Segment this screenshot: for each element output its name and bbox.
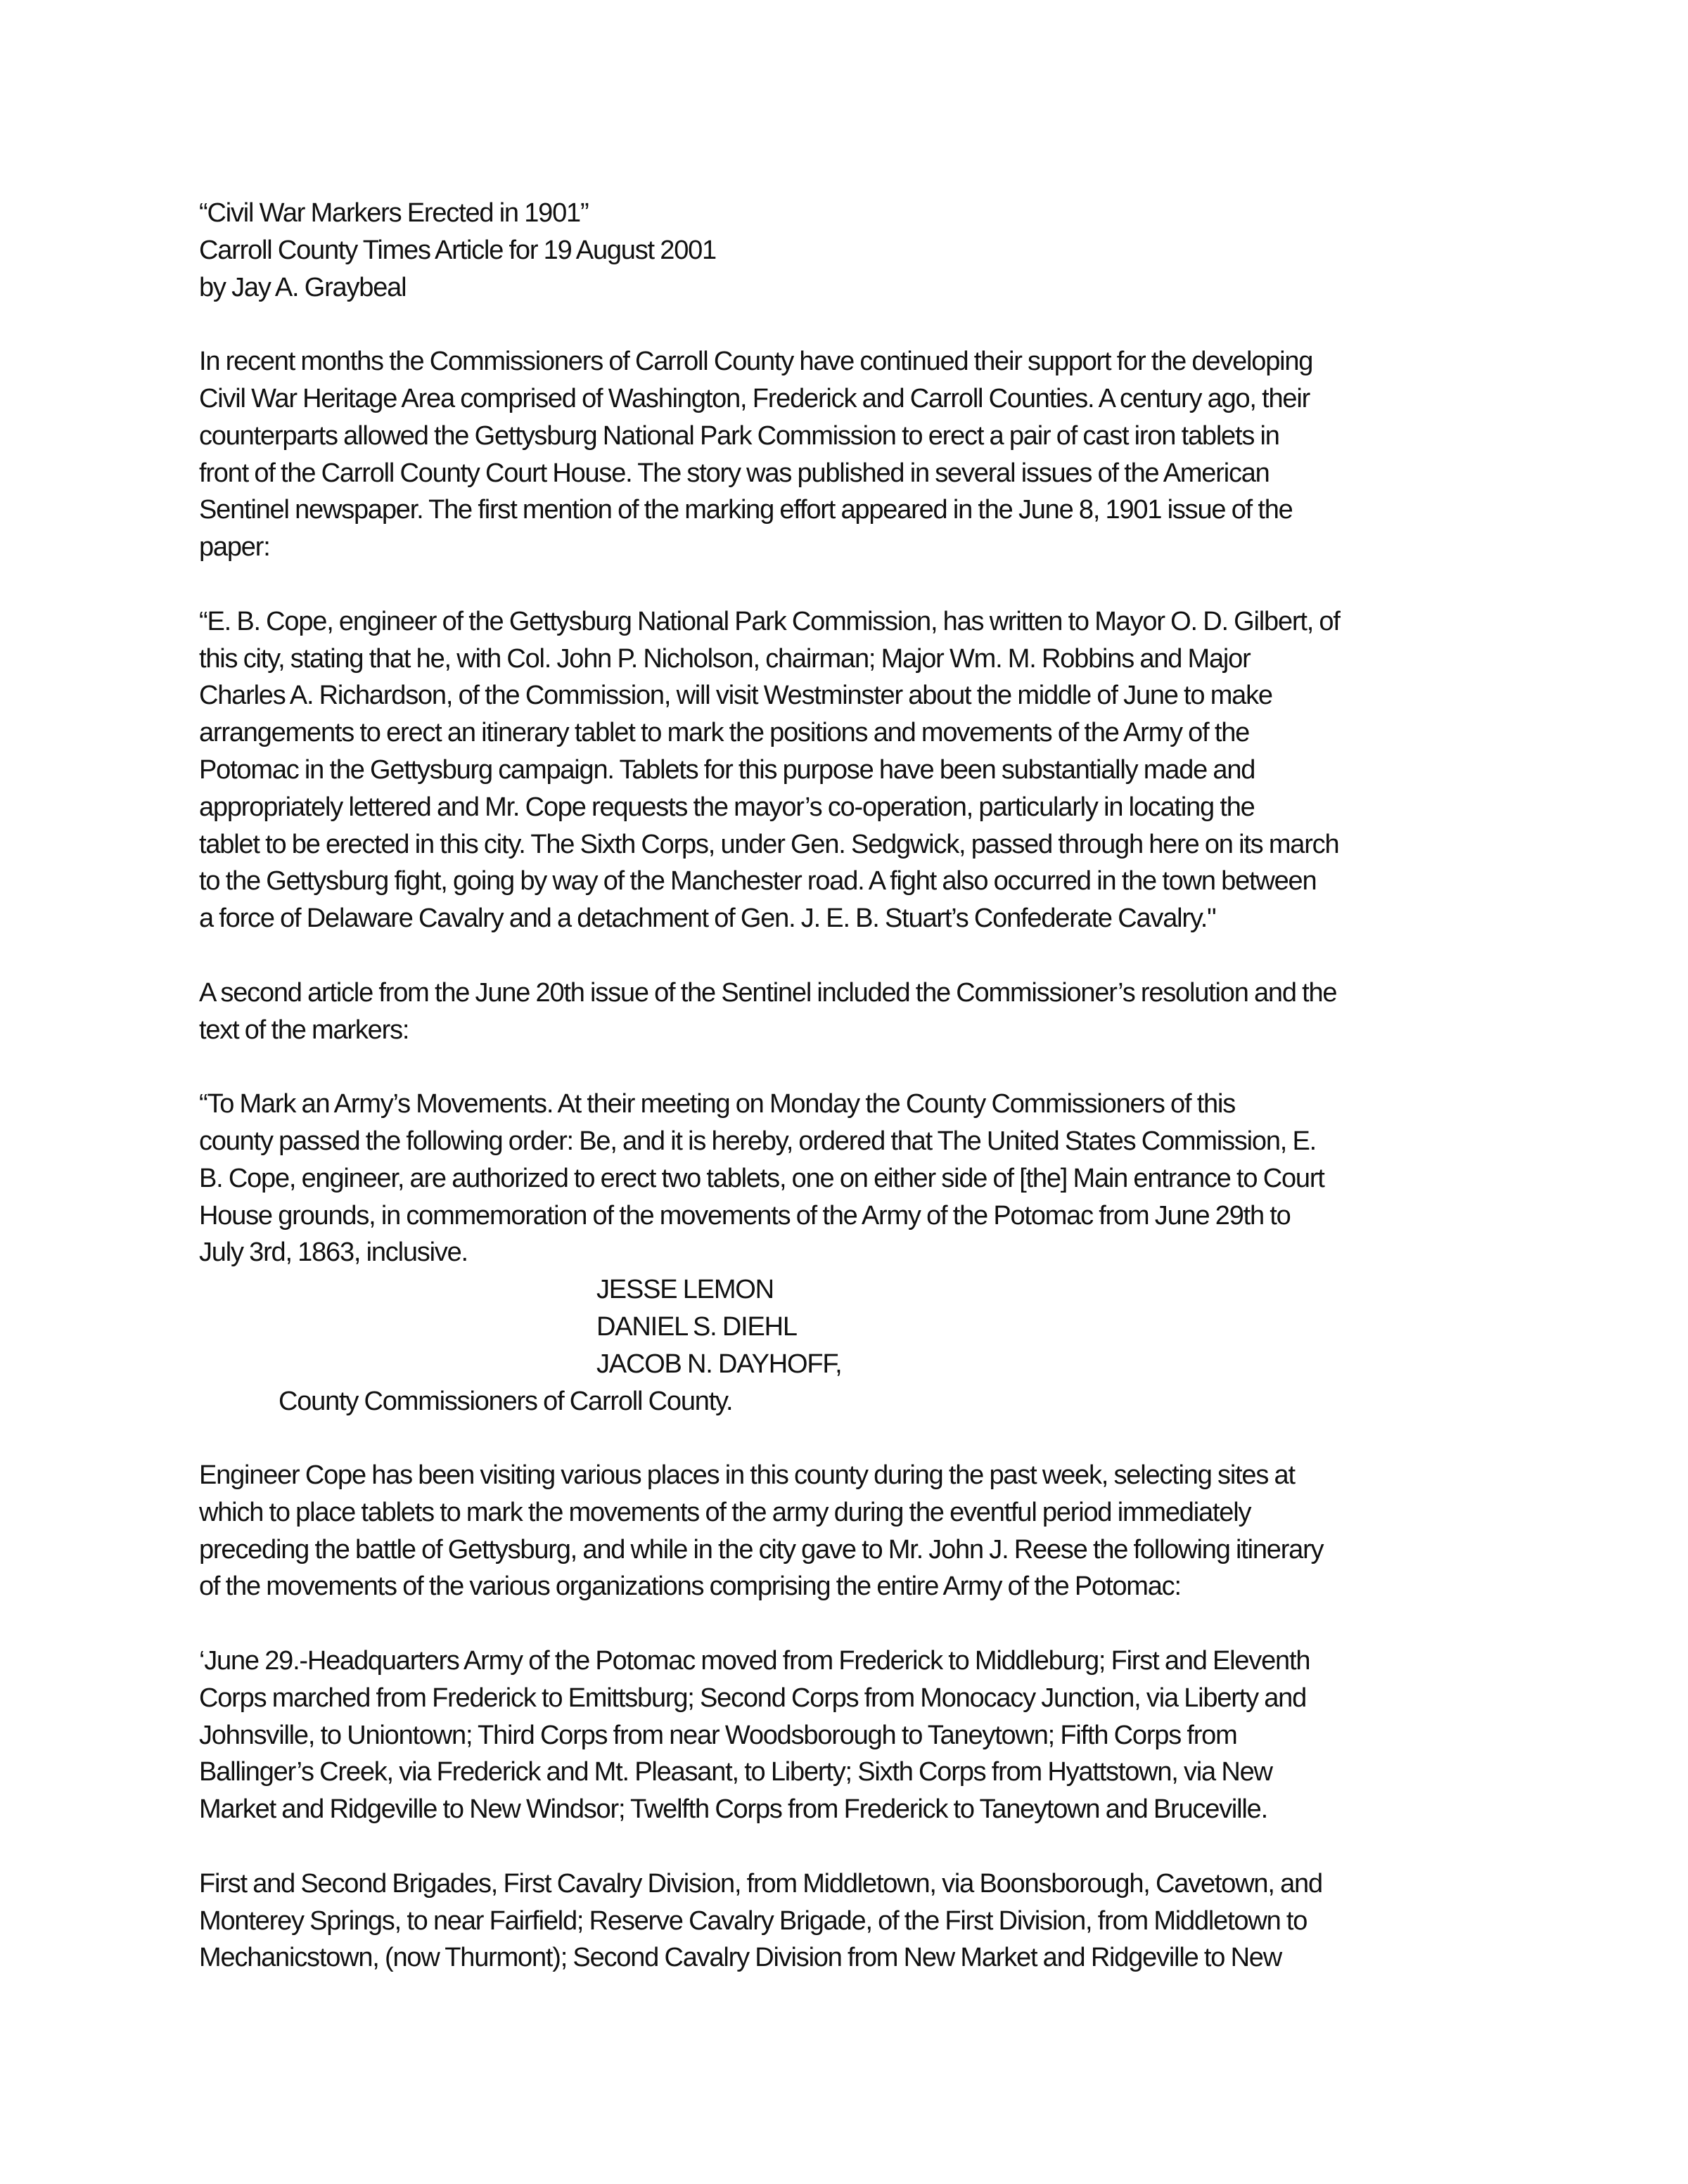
text-line: this city, stating that he, with Col. John P. Nicholson, chairman; Major Wm. M. Robbins and Major (199, 643, 1251, 674)
text-line: In recent months the Commissioners of Carroll County have continued their support for the developing (199, 347, 1313, 377)
text-line: Civil War Heritage Area comprised of Washington, Frederick and Carroll Counties. A century ago, their (199, 383, 1310, 413)
text-line: “To Mark an Army’s Movements. At their meeting on Monday the County Commissioners of this (199, 1089, 1236, 1119)
text-line: ‘June 29.-Headquarters Army of the Potomac moved from Frederick to Middleburg; First and Eleventh (199, 1646, 1310, 1676)
text-line: B. Cope, engineer, are authorized to erect two tablets, one on either side of [the] Main entrance to Court (199, 1163, 1324, 1193)
text-line: Engineer Cope has been visiting various places in this county during the past week, selecting sites at (199, 1460, 1295, 1491)
text-line: Mechanicstown, (now Thurmont); Second Cavalry Division from New Market and Ridgeville to New (199, 1943, 1281, 1973)
text-line: county passed the following order: Be, and it is hereby, ordered that The United States Commission, E. (199, 1126, 1317, 1156)
text-line: appropriately lettered and Mr. Cope requests the mayor’s co-operation, particularly in locating the (199, 792, 1255, 822)
signatory-name: JACOB N. DAYHOFF, (596, 1349, 842, 1379)
signatory-name: DANIEL S. DIEHL (596, 1311, 797, 1342)
text-line: Johnsville, to Uniontown; Third Corps from near Woodsborough to Taneytown; Fifth Corps from (199, 1720, 1237, 1750)
paragraph-quote-june8 (199, 603, 1521, 937)
text-line: Monterey Springs, to near Fairfield; Reserve Cavalry Brigade, of the First Division, from Middletown to (199, 1906, 1307, 1936)
paragraph-cavalry (199, 1865, 1521, 1977)
text-line: paper: (199, 532, 270, 563)
document-page (199, 195, 1521, 1977)
text-line: arrangements to erect an itinerary tablet to mark the positions and movements of the Army of the (199, 718, 1250, 748)
paragraph-engineer (199, 1457, 1521, 1605)
text-line: Charles A. Richardson, of the Commission, will visit Westminster about the middle of June to make (199, 681, 1272, 711)
text-line: Ballinger’s Creek, via Frederick and Mt. Pleasant, to Liberty; Sixth Corps from Hyattstown, via New (199, 1757, 1272, 1787)
paragraph-june29-itinerary (199, 1643, 1521, 1828)
article-title: “Civil War Markers Erected in 1901” (199, 198, 589, 228)
byline: by Jay A. Graybeal (199, 272, 407, 302)
article-header (199, 195, 1521, 306)
signatory-title: County Commissioners of Carroll County. (279, 1386, 733, 1416)
text-line: a force of Delaware Cavalry and a detachment of Gen. J. E. B. Stuart’s Confederate Cavalry." (199, 904, 1216, 934)
text-line: House grounds, in commemoration of the movements of the Army of the Potomac from June 29th to (199, 1200, 1291, 1231)
paragraph-intro (199, 343, 1521, 566)
text-line: A second article from the June 20th issue of the Sentinel included the Commissioner’s resolution and the (199, 977, 1337, 1008)
text-line: Potomac in the Gettysburg campaign. Tablets for this purpose have been substantially made and (199, 754, 1255, 785)
text-line: front of the Carroll County Court House. The story was published in several issues of the American (199, 458, 1270, 488)
text-line: July 3rd, 1863, inclusive. (199, 1238, 468, 1268)
paragraph-second-article (199, 975, 1521, 1049)
text-line: which to place tablets to mark the movements of the army during the eventful period immediately (199, 1497, 1251, 1527)
text-line: tablet to be erected in this city. The Sixth Corps, under Gen. Sedgwick, passed through here on its march (199, 829, 1339, 859)
text-line: to the Gettysburg fight, going by way of the Manchester road. A fight also occurred in the town between (199, 866, 1317, 897)
text-line: of the movements of the various organizations comprising the entire Army of the Potomac: (199, 1572, 1181, 1602)
signatory-name: JESSE LEMON (596, 1275, 774, 1305)
text-line: Market and Ridgeville to New Windsor; Twelfth Corps from Frederick to Taneytown and Bruceville. (199, 1794, 1267, 1825)
text-line: text of the markers: (199, 1015, 409, 1045)
publication-line: Carroll County Times Article for 19 August 2001 (199, 235, 716, 265)
text-line: First and Second Brigades, First Cavalry Division, from Middletown, via Boonsborough, Cavetown, and (199, 1868, 1322, 1899)
text-line: Corps marched from Frederick to Emittsburg; Second Corps from Monocacy Junction, via Liberty and (199, 1683, 1307, 1713)
text-line: counterparts allowed the Gettysburg National Park Commission to erect a pair of cast iron tablets in (199, 420, 1279, 451)
text-line: preceding the battle of Gettysburg, and while in the city gave to Mr. John J. Reese the following itinerary (199, 1534, 1324, 1565)
paragraph-quote-resolution (199, 1086, 1521, 1420)
text-line: Sentinel newspaper. The first mention of the marking effort appeared in the June 8, 1901 issue of the (199, 495, 1293, 525)
text-line: “E. B. Cope, engineer of the Gettysburg National Park Commission, has written to Mayor O. D. Gilbert, of (199, 606, 1340, 636)
